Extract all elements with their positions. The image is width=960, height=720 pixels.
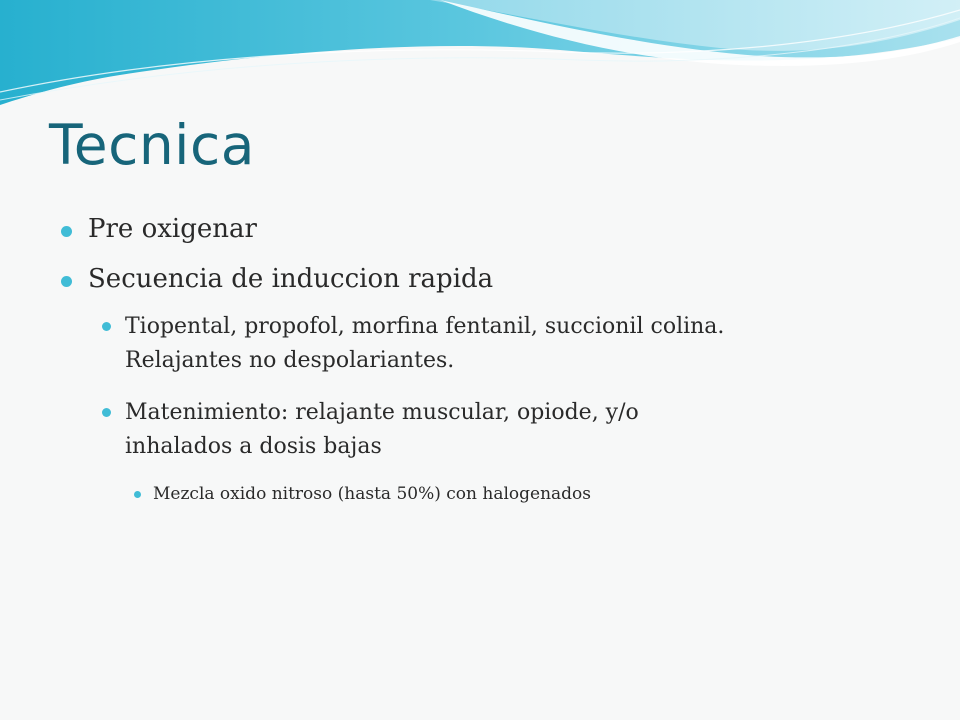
bullet-dot-icon — [134, 491, 141, 498]
sub-bullet-line: Matenimiento: relajante muscular, opiode, y/o — [125, 400, 639, 425]
sub-sub-bullet-text: Mezcla oxido nitroso (hasta 50%) con halogenados — [153, 484, 592, 504]
sub-sub-bullet-item — [153, 483, 591, 505]
bullet-item — [88, 216, 257, 242]
bullet-dot-icon — [102, 322, 111, 331]
sub-bullet-line: Relajantes no despolariantes. — [125, 348, 455, 373]
bullet-text: Secuencia de induccion rapida — [88, 264, 494, 294]
bullet-dot-icon — [61, 226, 72, 237]
bullet-text: Pre oxigenar — [88, 214, 257, 244]
bullet-dot-icon — [102, 408, 111, 417]
sub-bullet-item — [125, 396, 639, 464]
slide-title: Tecnica — [49, 113, 255, 177]
bullet-dot-icon — [61, 276, 72, 287]
sub-bullet-line: inhalados a dosis bajas — [125, 434, 382, 459]
bullet-item — [88, 266, 493, 292]
sub-bullet-item — [125, 310, 724, 378]
sub-bullet-line: Tiopental, propofol, morfina fentanil, succionil colina. — [125, 314, 725, 339]
